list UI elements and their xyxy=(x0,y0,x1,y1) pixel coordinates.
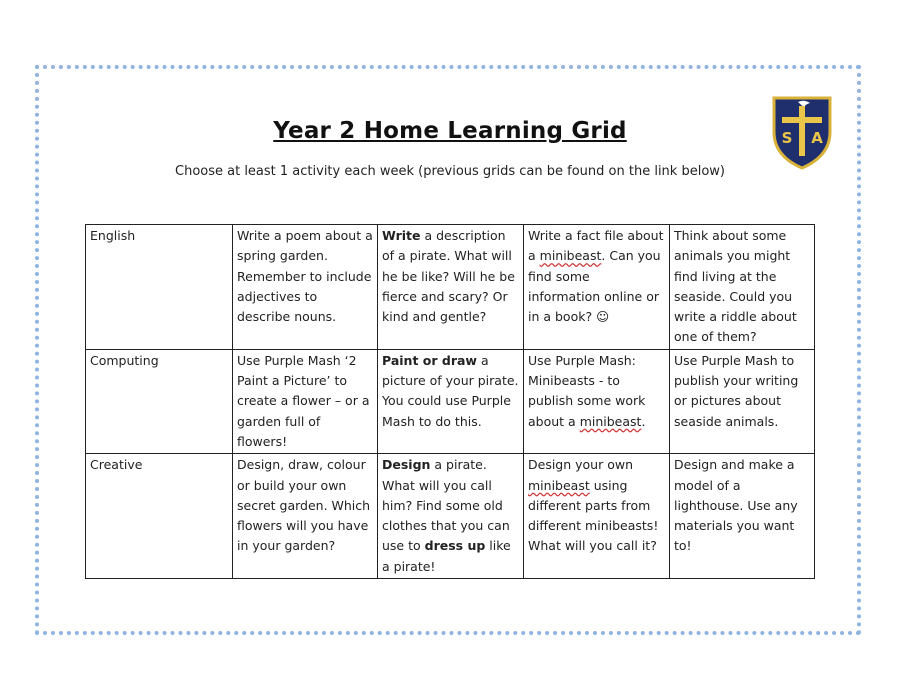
cell-creative-4: Design and make a model of a lighthouse. Use any materials you want to! xyxy=(670,454,815,579)
cell-computing-3 xyxy=(524,349,670,453)
cell-english-2-text: a description of a pirate. What will he be like? Will he be fierce and scary? Or kind and gentle? xyxy=(382,228,515,325)
spellcheck-word: minibeast xyxy=(528,477,590,493)
subject-creative: Creative xyxy=(86,454,233,579)
cell-english-1: Write a poem about a spring garden. Remember to include adjectives to describe nouns. xyxy=(233,225,378,350)
cell-creative-3 xyxy=(524,454,670,579)
cell-english-2 xyxy=(378,225,524,350)
crest-cross-vertical xyxy=(799,106,805,156)
cell-computing-3-text-b: . xyxy=(641,413,646,429)
spellcheck-word: minibeast xyxy=(579,413,642,429)
cell-computing-3-text-a: Use Purple Mash: Minibeasts - to publish some work about a xyxy=(528,352,646,429)
cell-creative-2-bold-2: dress up xyxy=(424,538,486,554)
crest-cross-horizontal xyxy=(782,117,822,123)
subject-english: English xyxy=(86,225,233,350)
cell-computing-4: Use Purple Mash to publish your writing or pictures about seaside animals. xyxy=(670,349,815,453)
cell-english-4: Think about some animals you might find living at the seaside. Could you write a riddle about one of them? xyxy=(670,225,815,350)
cell-english-2-bold: Write xyxy=(382,228,421,243)
crest-letter-a: A xyxy=(811,129,823,147)
table-row xyxy=(86,349,815,453)
crest-letter-s: S xyxy=(781,129,793,147)
learning-grid xyxy=(85,224,815,579)
school-crest-logo xyxy=(770,92,834,170)
cell-creative-2-text: a pirate. What will you call him? Find some old clothes that you can use to xyxy=(382,457,510,554)
cell-english-3 xyxy=(524,225,670,350)
subject-computing: Computing xyxy=(86,349,233,453)
cell-english-3-text-b: . Can you find some information online or in a book? ☺ xyxy=(528,248,661,325)
cell-computing-2 xyxy=(378,349,524,453)
cell-computing-1: Use Purple Mash ‘2 Paint a Picture’ to create a flower – or a garden full of flowers! xyxy=(233,349,378,453)
cell-creative-2 xyxy=(378,454,524,579)
cell-english-3-text-a: Write a fact file about a xyxy=(528,228,664,264)
cell-creative-3-text-a: Design your own xyxy=(528,457,634,473)
cell-creative-1: Design, draw, colour or build your own secret garden. Which flowers will you have in your garden? xyxy=(233,454,378,579)
spellcheck-word: minibeast xyxy=(539,248,602,264)
page-subtitle: Choose at least 1 activity each week (previous grids can be found on the link below) xyxy=(175,164,725,179)
table-row xyxy=(86,454,815,579)
page-title: Year 2 Home Learning Grid xyxy=(273,118,627,144)
table-row xyxy=(86,225,815,350)
cell-creative-2-bold-1: Design xyxy=(382,457,431,473)
cell-creative-2-end: like a pirate! xyxy=(382,538,511,574)
cell-computing-2-bold: Paint or draw xyxy=(382,352,477,368)
cell-creative-3-text-b: using different parts from different minibeasts! What will you call it? xyxy=(528,477,659,554)
cell-computing-2-text: a picture of your pirate. You could use Purple Mash to do this. xyxy=(382,352,519,429)
